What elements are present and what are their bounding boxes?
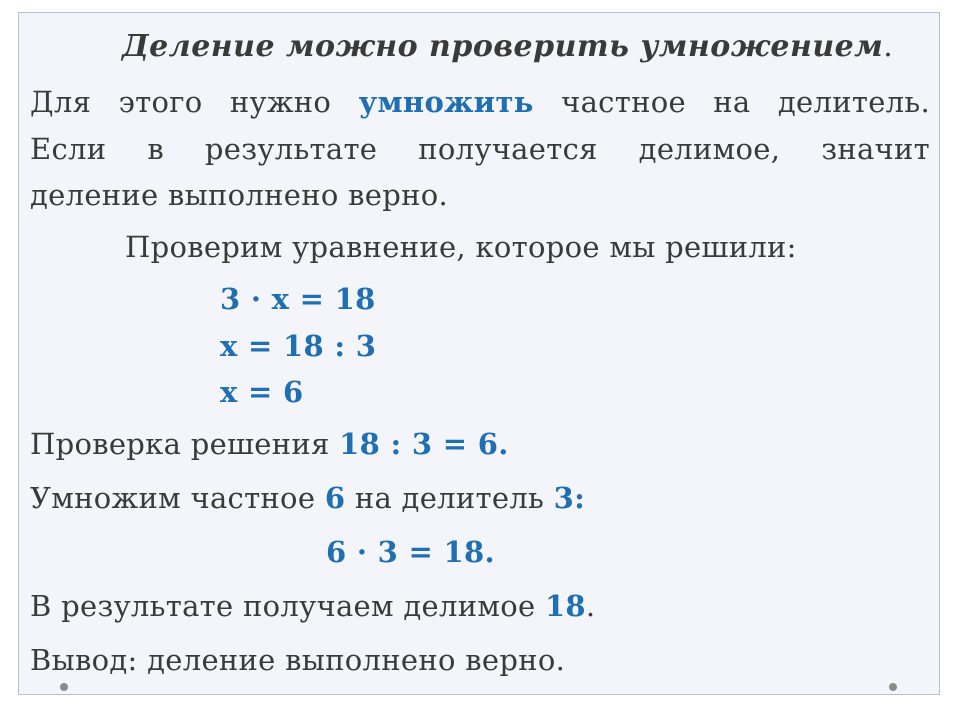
result-line [30, 589, 596, 623]
result-text: В результате получаем делимое [30, 589, 545, 623]
check-intro: Проверим уравнение, которое мы решили: [125, 230, 797, 264]
para1-line1-end: частное на делитель. [533, 85, 930, 119]
para1-line1 [30, 85, 930, 119]
bullet-dot-left [60, 683, 68, 691]
equation-3: x = 6 [220, 375, 304, 409]
highlight-multiply: умножить [358, 85, 534, 119]
multiply-quotient: 6 [324, 481, 346, 515]
slide-title [122, 29, 894, 64]
title-period: . [883, 29, 894, 64]
multiply-part2: на делитель [345, 481, 554, 515]
multiply-divisor: 3: [553, 481, 586, 515]
check-solution-value: 18 : 3 = 6. [339, 427, 509, 461]
multiply-part1: Умножим частное [30, 481, 325, 515]
para1-line1-start: Для этого нужно [30, 85, 359, 119]
result-end: . [585, 589, 596, 623]
bullet-dot-right [889, 683, 897, 691]
check-solution [30, 427, 509, 461]
multiply-line [30, 481, 586, 515]
equation-2: x = 18 : 3 [220, 329, 377, 363]
product-equation: 6 · 3 = 18. [326, 535, 495, 569]
title-text: Деление можно проверить умножением [122, 29, 884, 64]
conclusion: Вывод: деление выполнено верно. [30, 643, 566, 677]
result-value: 18 [544, 589, 586, 623]
para1-line2: Если в результате получается делимое, значит [30, 132, 930, 166]
check-solution-label: Проверка решения [30, 427, 340, 461]
equation-1: 3 · x = 18 [220, 282, 376, 316]
para1-line3: деление выполнено верно. [30, 178, 449, 212]
